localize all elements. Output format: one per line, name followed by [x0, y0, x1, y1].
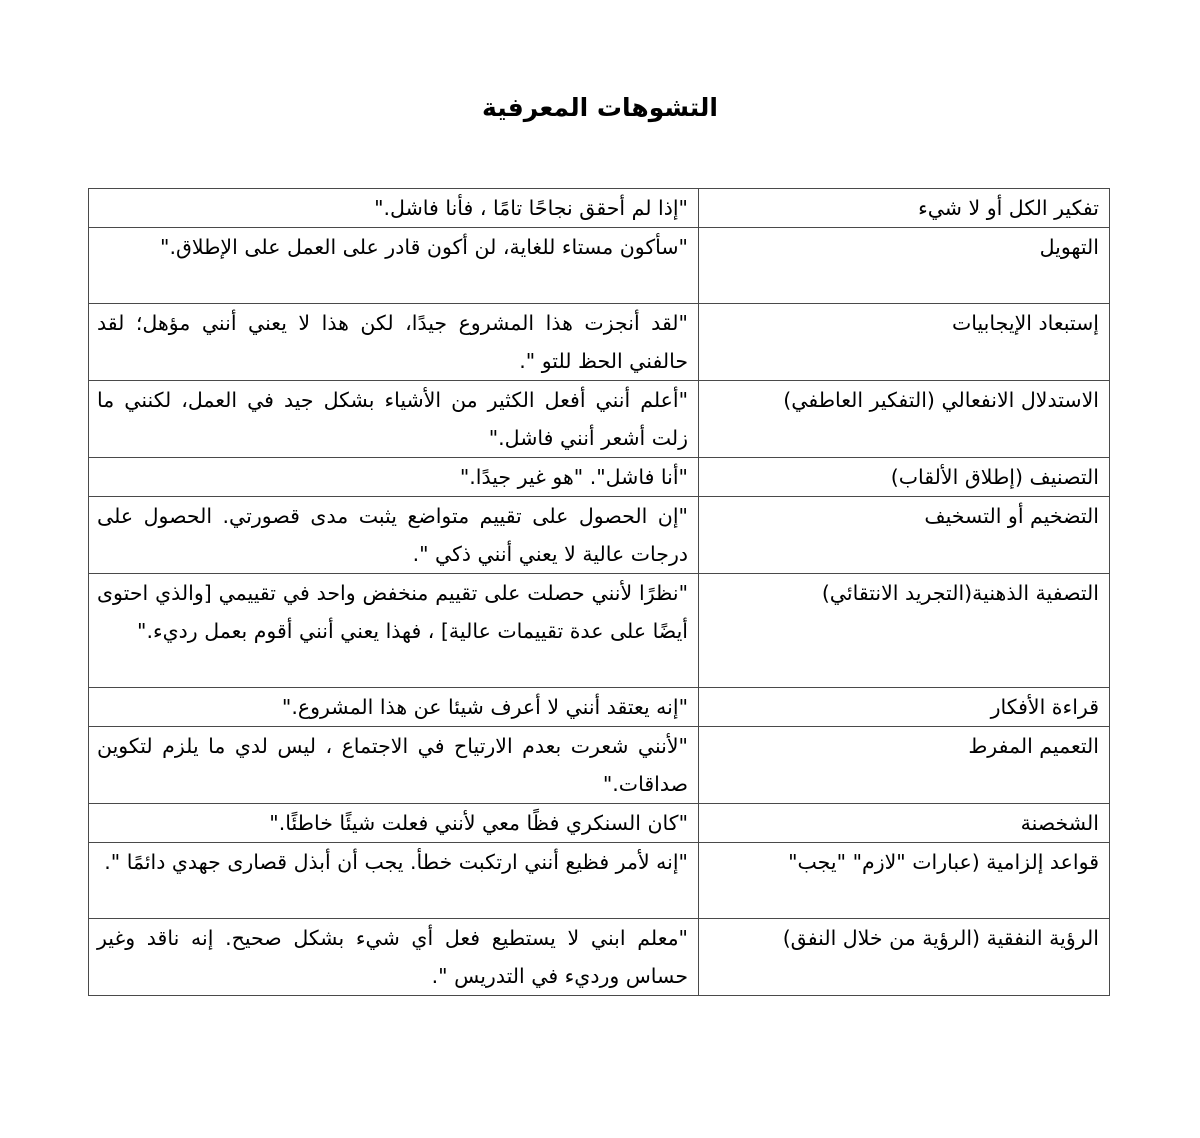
example-cell: "لقد أنجزت هذا المشروع جيدًا، لكن هذا لا يعني أنني مؤهل؛ لقد حالفني الحظ للتو ". [89, 304, 699, 381]
term-cell: التصنيف (إطلاق الألقاب) [699, 458, 1110, 497]
example-cell: "أنا فاشل". "هو غير جيدًا." [89, 458, 699, 497]
example-cell: "معلم ابني لا يستطيع فعل أي شيء بشكل صحيح. إنه ناقد وغير حساس ورديء في التدريس ". [89, 919, 699, 996]
example-cell: "أعلم أنني أفعل الكثير من الأشياء بشكل جيد في العمل، لكنني ما زلت أشعر أنني فاشل." [89, 381, 699, 458]
table-row [89, 497, 1110, 574]
example-cell: "نظرًا لأنني حصلت على تقييم منخفض واحد في تقييمي [والذي احتوى أيضًا على عدة تقييمات عالية] ، فهذا يعني أنني أقوم بعمل رديء." [89, 574, 699, 688]
table-row [89, 804, 1110, 843]
table-row [89, 228, 1110, 304]
term-cell: إستبعاد الإيجابيات [699, 304, 1110, 381]
table-row [89, 189, 1110, 228]
example-cell: "إنه يعتقد أنني لا أعرف شيئا عن هذا المشروع." [89, 688, 699, 727]
table-row [89, 574, 1110, 688]
term-cell: الاستدلال الانفعالي (التفكير العاطفي) [699, 381, 1110, 458]
table-row [89, 727, 1110, 804]
example-cell: "لأنني شعرت بعدم الارتياح في الاجتماع ، ليس لدي ما يلزم لتكوين صداقات." [89, 727, 699, 804]
term-cell: التضخيم أو التسخيف [699, 497, 1110, 574]
table-row [89, 688, 1110, 727]
table-row [89, 458, 1110, 497]
distortions-table [88, 188, 1110, 996]
term-cell: قواعد إلزامية (عبارات "لازم" "يجب" [699, 843, 1110, 919]
table-row [89, 843, 1110, 919]
example-cell: "كان السنكري فظًا معي لأنني فعلت شيئًا خاطئًا." [89, 804, 699, 843]
term-cell: الرؤية النفقية (الرؤية من خلال النفق) [699, 919, 1110, 996]
page-title: التشوهات المعرفية [482, 93, 718, 122]
table-row [89, 919, 1110, 996]
table-row [89, 381, 1110, 458]
example-cell: "سأكون مستاء للغاية، لن أكون قادر على العمل على الإطلاق." [89, 228, 699, 304]
example-cell: "إذا لم أحقق نجاحًا تامًا ، فأنا فاشل." [89, 189, 699, 228]
table-row [89, 304, 1110, 381]
term-cell: التصفية الذهنية(التجريد الانتقائي) [699, 574, 1110, 688]
example-cell: "إنه لأمر فظيع أنني ارتكبت خطأ. يجب أن أبذل قصارى جهدي دائمًا ". [89, 843, 699, 919]
term-cell: تفكير الكل أو لا شيء [699, 189, 1110, 228]
example-cell: "إن الحصول على تقييم متواضع يثبت مدى قصورتي. الحصول على درجات عالية لا يعني أنني ذكي ". [89, 497, 699, 574]
term-cell: قراءة الأفكار [699, 688, 1110, 727]
term-cell: التهويل [699, 228, 1110, 304]
term-cell: الشخصنة [699, 804, 1110, 843]
term-cell: التعميم المفرط [699, 727, 1110, 804]
